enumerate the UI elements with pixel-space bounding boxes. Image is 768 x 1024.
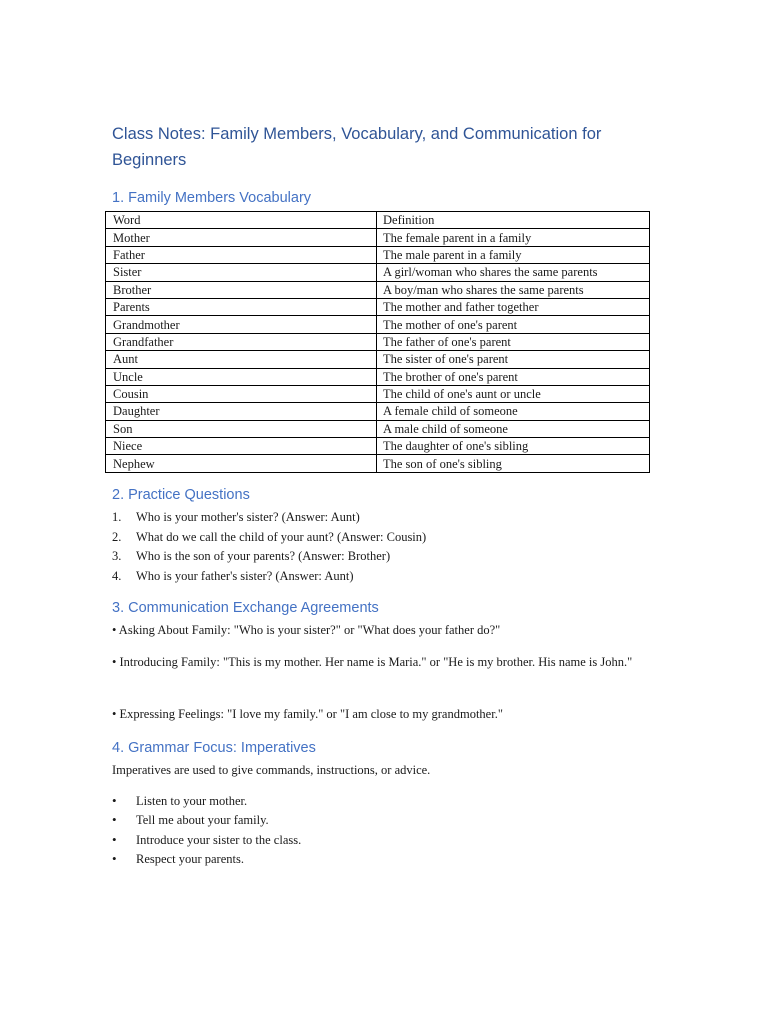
word-cell: Aunt bbox=[106, 351, 377, 368]
definition-cell: The daughter of one's sibling bbox=[377, 438, 650, 455]
definition-cell: A female child of someone bbox=[377, 403, 650, 420]
list-item bbox=[112, 810, 301, 829]
bullet-icon: • bbox=[112, 831, 117, 847]
table-row bbox=[106, 403, 650, 420]
definition-cell: The mother of one's parent bbox=[377, 316, 650, 333]
list-number: 1. bbox=[112, 510, 122, 524]
table-row bbox=[106, 264, 650, 281]
word-cell: Sister bbox=[106, 264, 377, 281]
imperatives-intro-text: Imperatives are used to give commands, instructions, or advice. bbox=[112, 763, 431, 777]
definition-cell: The child of one's aunt or uncle bbox=[377, 385, 650, 402]
table-row bbox=[106, 229, 650, 246]
definition-cell: The sister of one's parent bbox=[377, 351, 650, 368]
section-heading-grammar: 4. Grammar Focus: Imperatives bbox=[112, 740, 316, 756]
list-item bbox=[112, 547, 426, 567]
imperative-text: Listen to your mother. bbox=[136, 794, 248, 808]
word-cell: Daughter bbox=[106, 403, 377, 420]
word-cell: Parents bbox=[106, 298, 377, 315]
imperative-text: Respect your parents. bbox=[136, 851, 244, 866]
definition-cell: The male parent in a family bbox=[377, 246, 650, 263]
list-number: 3. bbox=[112, 549, 122, 563]
list-item bbox=[112, 567, 426, 587]
table-row bbox=[106, 333, 650, 350]
asking-about-family-text: • Asking About Family: "Who is your sister?" or "What does your father do?" bbox=[112, 623, 501, 637]
expressing-feelings-text: • Expressing Feelings: "I love my family." or "I am close to my grandmother." bbox=[112, 707, 503, 721]
table-row bbox=[106, 281, 650, 298]
question-text: Who is your father's sister? (Answer: Aunt) bbox=[136, 568, 354, 583]
word-cell: Nephew bbox=[106, 455, 377, 472]
page-title: Class Notes: Family Members, Vocabulary, and Communication for Beginners bbox=[112, 125, 602, 169]
word-cell: Uncle bbox=[106, 368, 377, 385]
word-cell: Niece bbox=[106, 438, 377, 455]
word-cell: Grandmother bbox=[106, 316, 377, 333]
definition-cell: The mother and father together bbox=[377, 298, 650, 315]
definition-cell: The brother of one's parent bbox=[377, 368, 650, 385]
section-heading-communication: 3. Communication Exchange Agreements bbox=[112, 600, 379, 616]
definition-cell: The female parent in a family bbox=[377, 229, 650, 246]
table-row bbox=[106, 316, 650, 333]
imperative-examples-list bbox=[112, 791, 301, 868]
definition-cell: A boy/man who shares the same parents bbox=[377, 281, 650, 298]
word-cell: Cousin bbox=[106, 385, 377, 402]
header-cell-word: Word bbox=[106, 212, 377, 229]
definition-cell: A male child of someone bbox=[377, 420, 650, 437]
word-cell: Grandfather bbox=[106, 333, 377, 350]
bullet-icon: • bbox=[112, 812, 117, 828]
vocabulary-table bbox=[105, 211, 650, 473]
word-cell: Son bbox=[106, 420, 377, 437]
bullet-icon: • bbox=[112, 850, 117, 866]
table-row bbox=[106, 246, 650, 263]
table-row bbox=[106, 351, 650, 368]
table-row bbox=[106, 385, 650, 402]
practice-question-list bbox=[112, 508, 426, 586]
table-row bbox=[106, 438, 650, 455]
list-number: 4. bbox=[112, 568, 122, 583]
definition-cell: A girl/woman who shares the same parents bbox=[377, 264, 650, 281]
list-item bbox=[112, 849, 301, 868]
table-row bbox=[106, 298, 650, 315]
word-cell: Father bbox=[106, 246, 377, 263]
list-number: 2. bbox=[112, 529, 122, 544]
section-heading-practice: 2. Practice Questions bbox=[112, 487, 250, 503]
question-text: Who is your mother's sister? (Answer: Aunt) bbox=[136, 510, 360, 524]
table-row bbox=[106, 455, 650, 472]
introducing-family-text: • Introducing Family: "This is my mother. Her name is Maria." or "He is my brother. His name is John." bbox=[112, 655, 633, 669]
list-item bbox=[112, 830, 301, 849]
table-row bbox=[106, 420, 650, 437]
table-header-row bbox=[106, 212, 650, 229]
list-item bbox=[112, 508, 426, 528]
table-row bbox=[106, 368, 650, 385]
word-cell: Brother bbox=[106, 281, 377, 298]
definition-cell: The son of one's sibling bbox=[377, 455, 650, 472]
definition-cell: The father of one's parent bbox=[377, 333, 650, 350]
question-text: Who is the son of your parents? (Answer: Brother) bbox=[136, 549, 391, 563]
imperative-text: Introduce your sister to the class. bbox=[136, 832, 302, 847]
word-cell: Mother bbox=[106, 229, 377, 246]
bullet-icon: • bbox=[112, 793, 117, 808]
imperative-text: Tell me about your family. bbox=[136, 813, 269, 828]
header-cell-definition: Definition bbox=[377, 212, 650, 229]
list-item bbox=[112, 528, 426, 548]
list-item bbox=[112, 791, 301, 810]
section-heading-vocabulary: 1. Family Members Vocabulary bbox=[112, 190, 312, 206]
question-text: What do we call the child of your aunt? (Answer: Cousin) bbox=[136, 529, 427, 544]
